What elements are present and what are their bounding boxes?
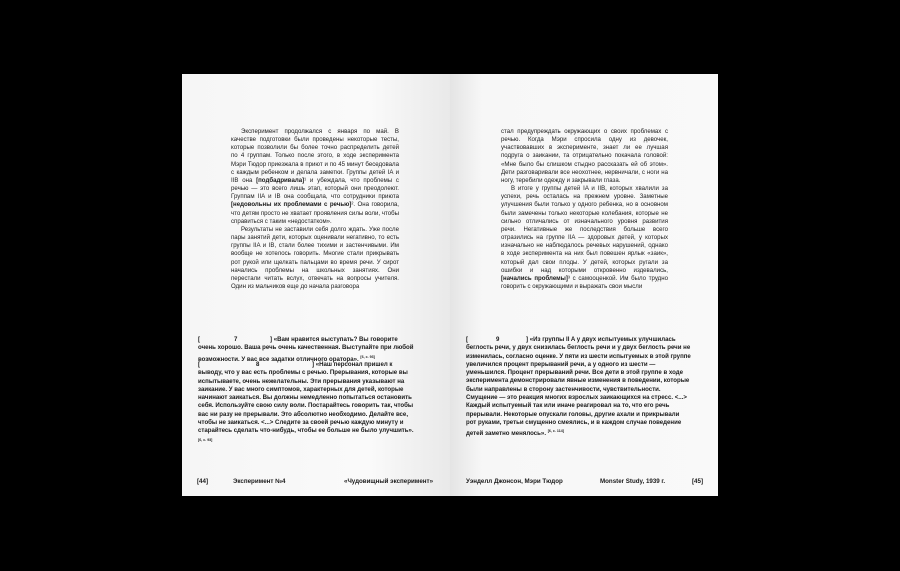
left-body-column bbox=[231, 128, 399, 291]
quote-7-number: 7 bbox=[234, 336, 238, 343]
right-page bbox=[450, 74, 718, 496]
right-authors: Уэнделл Джонсон, Мэри Тюдор bbox=[466, 478, 563, 485]
quote-7: [ 7 ] «Вам нравится выступать? Вы говорите очень хорошо. Ваша речь очень качественная. Выступайте при любой возможности. У вас все задатки отличного оратора». [6, с. 93] bbox=[198, 336, 414, 363]
highlight-unhappy: [недовольны их проблемами с речью] bbox=[231, 201, 352, 209]
right-study-title: Monster Study, 1939 г. bbox=[600, 478, 666, 485]
quote-7-text: «Вам нравится выступать? Вы говорите очень хорошо. Ваша речь очень качественная. Выступайте при любой возможности. У вас все задатки отличного оратора». bbox=[198, 336, 414, 363]
highlight-problems: [начались проблемы] bbox=[501, 274, 568, 282]
left-page bbox=[182, 74, 450, 496]
quote-9: [ 9 ] «Из группы II A у двух испытуемых улучшилась беглость речи, у двух снизилась беглость речи и у двух беглость речи не изменилась, согласно оценке. У пяти из шести испытуемых в этой группе увеличился процент прерываний речи, а у одного из шести — уменьшился. Процент прерываний речи. Все дети в этой группе в ходе эксперимента демонстрировали явные изменения в поведении, которые были направлены в сторону застенчивости, чувствительности. Смущение — это реакция многих взрослых заикающихся на стресс. <...> Каждый испытуемый так или иначе реагировал на то, что его речь прерывали. Некоторые опускали головы, другие ахали и прикрывали рот руками, третьи смущенно смеялись, и в каждом случае поведение детей заметно менялось». [6, с. 114] bbox=[466, 336, 691, 438]
quote-8-text: «Наш персонал пришел к выводу, что у вас есть проблемы с речью. Прерывания, которые вы испытываете, очень нежелательны. Эти прерывания указывают на заикание. У вас много симптомов, характерных для детей, которые начинают заикаться. Вы должны немедленно попытаться остановить себя. Используйте свою силу воли. Постарайтесь говорить так, чтобы вас ни разу не прерывали. Это абсолютно необходимо. Делайте все, чтобы не заикаться. <...> Следите за своей речью каждую минуту и старайтесь сделать что-нибудь, чтобы ее больше не было улучшить». bbox=[198, 361, 414, 435]
right-body-column bbox=[501, 128, 668, 291]
left-page-number: [44] bbox=[197, 478, 209, 485]
left-paragraph-2: Результаты не заставили себя долго ждать. Уже после пары занятий дети, которых оценивали негативно, то есть группы IIA и IB, стали более тихими и застенчивыми. Им вообще не хотелось говорить. Многие стали прикрывать рот рукой или щелкать пальцами во время речи. У сирот начались проблемы на школьных занятиях. Они перестали читать вслух, отвечать на вопросы учителя. Один из мальчиков еще до начала разговора bbox=[231, 225, 399, 290]
right-page-number: [45] bbox=[692, 478, 704, 485]
quote-7-ref: [6, с. 93] bbox=[360, 354, 375, 359]
left-paragraph-1: Эксперимент продолжался с января по май. В качестве подготовки были проведены некоторые тесты, которые позволили бы более точно распределить детей по 4 группам. Только после этого, в ходе эксперимента Мэри Тюдор приезжала в приют и по 45 минут беседовала с каждым ребенком и делала заметки. Группы детей IA и IIB она [подбадривала]¹ и убеждала, что проблемы с речью — это всего лишь этап, который они преодолеют. Группам IIA и IB она сообщала, что сотрудники приюта [недовольны их проблемами с речью]². Она говорила, что детям просто не хватает проявления силы воли, чтобы справиться с таким «недостатком». bbox=[231, 128, 400, 225]
quote-8: [ 8 ] «Наш персонал пришел к выводу, что у вас есть проблемы с речью. Прерывания, которые вы испытываете, очень нежелательны. Эти прерывания указывают на заикание. У вас много симптомов, характерных для детей, которые начинают заикаться. Вы должны немедленно попытаться остановить себя. Используйте свою силу воли. Постарайтесь говорить так, чтобы вас ни разу не прерывали. Это абсолютно необходимо. Делайте все, чтобы не заикаться. <...> Следите за своей речью каждую минуту и старайтесь сделать что-нибудь, чтобы ее больше не было улучшить». [6, с. 93] bbox=[198, 361, 414, 442]
highlight-encouraged: [подбадривала] bbox=[256, 176, 305, 184]
quote-8-number: 8 bbox=[256, 361, 260, 368]
right-paragraph-2: В итоге у группы детей IA и IIB, которых хвалили за успехи, речь осталась на прежнем уровне. Заметные улучшения были только у одного ребенка, но в основном были замечены только некоторые колебания, которые не сильно отличались от изначального уровня развития речи. Негативные же последствия больше всего отразились на группе IIA — здоровых детей, у которых изначально не наблюдалось речевых нарушений, однако в ходе эксперимента на них был повешен ярлык «заик», который дал свои плоды. У детей, которых ругали за ошибки и над которыми откровенно издевались, [начались проблемы]³ с самооценкой. Им было трудно говорить с окружающими и выражать свои мысли bbox=[501, 185, 668, 290]
left-section-title: Эксперимент №4 bbox=[233, 478, 286, 485]
left-chapter-title: «Чудовищный эксперимент» bbox=[344, 478, 434, 485]
quote-9-text: «Из группы II A у двух испытуемых улучшилась беглость речи, у двух снизилась беглость речи и у двух беглость речи не изменилась, согласно оценке. У пяти из шести испытуемых в этой группе увеличился процент прерываний речи, а у одного из шести — уменьшился. Процент прерываний речи. Все дети в этой группе в ходе эксперимента демонстрировали явные изменения в поведении, которые были направлены в сторону застенчивости, чувствительности. Смущение — это реакция многих взрослых заикающихся на стресс. <...> Каждый испытуемый так или иначе реагировал на то, что его речь прерывали. Некоторые опускали головы, другие ахали и прикрывали рот руками, третьи смущенно смеялись, и в каждом случае поведение детей заметно менялось». bbox=[466, 336, 691, 438]
quote-9-ref: [6, с. 114] bbox=[547, 429, 564, 434]
right-paragraph-1: стал предупреждать окружающих о своих проблемах с речью. Когда Мэри спросила одну из девочек, участвовавших в эксперименте, знает ли ее лучшая подруга о заикании, та отрицательно покачала головой: «Мне было бы слишком стыдно рассказать ей об этом». Дети разговаривали все неохотнее, нервничали, с ноги на ногу, теребили одежду и закрывали глаза. bbox=[501, 128, 668, 184]
book-spread bbox=[182, 74, 718, 496]
quote-8-ref: [6, с. 93] bbox=[198, 437, 213, 442]
quote-9-number: 9 bbox=[496, 336, 500, 343]
